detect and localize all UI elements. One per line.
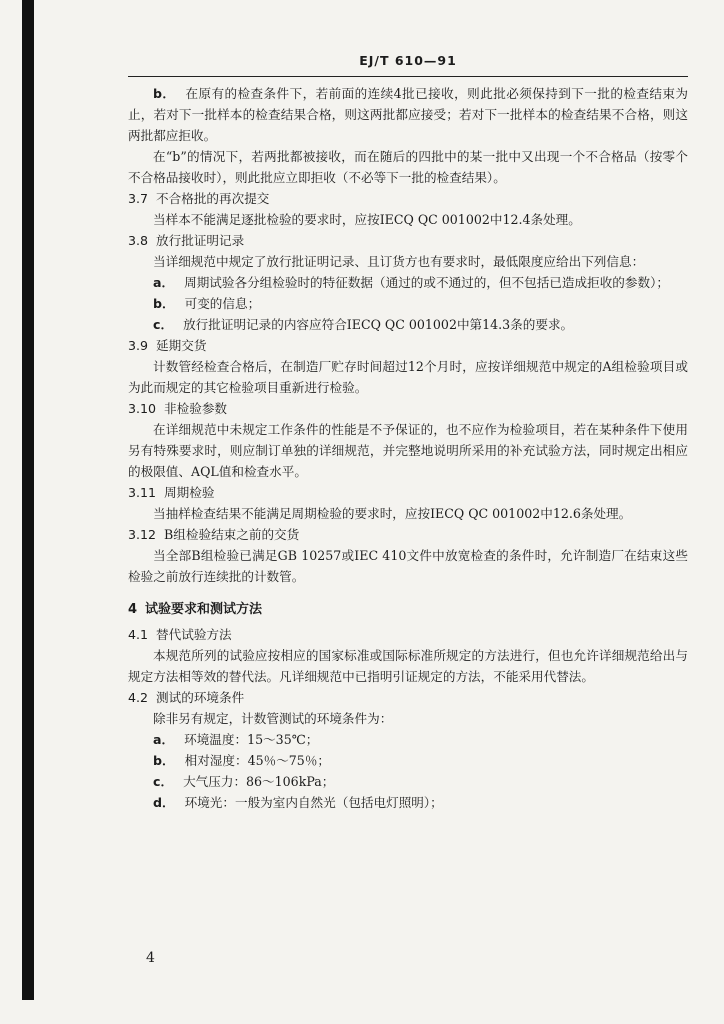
section-title: 非检验参数 xyxy=(164,401,228,416)
scan-binding-edge xyxy=(22,0,34,1000)
paragraph: 除非另有规定，计数管测试的环境条件为： xyxy=(153,711,393,726)
list-item xyxy=(128,729,688,750)
list-item xyxy=(128,792,688,813)
subsection-heading xyxy=(128,335,688,356)
section-title: B组检验结束之前的交货 xyxy=(164,527,300,542)
list-item xyxy=(128,293,688,314)
document-body xyxy=(128,83,688,813)
section-number: 3.12 xyxy=(128,527,157,542)
page-number: 4 xyxy=(146,950,155,966)
paragraph: 计数管经检查合格后，在制造厂贮存时间超过12个月时，应按详细规范中规定的A组检验项目或为此而规定的其它检验项目重新进行检验。 xyxy=(128,359,688,395)
section-number: 4.2 xyxy=(128,690,149,705)
subsection-heading xyxy=(128,398,688,419)
section-number: 4.1 xyxy=(128,627,149,642)
list-item-label: b． xyxy=(153,753,175,768)
paragraph: 当抽样检查结果不能满足周期检验的要求时，应按IECQ QC 001002中12.6条处理。 xyxy=(153,506,632,521)
subsection-heading xyxy=(128,624,688,645)
section-heading xyxy=(128,599,688,620)
list-item-text: 在原有的检查条件下，若前面的连续4批已接收，则此批必须保持到下一批的检查结束为止，若对下一批样本的检查结果合格，则这两批都应接受；若对下一批样本的检查结果不合格，则这两批都应拒收。 xyxy=(128,86,689,143)
paragraph: 本规范所列的试验应按相应的国家标准或国际标准所规定的方法进行，但也允许详细规范给出与规定方法相等效的替代法。凡详细规范中已指明引证规定的方法，不能采用代替法。 xyxy=(128,648,688,684)
page-header: EJ/T 610—91 xyxy=(359,53,457,68)
section-number: 3.7 xyxy=(128,191,149,206)
list-item-label: c． xyxy=(153,317,174,332)
paragraph: 在详细规范中未规定工作条件的性能是不予保证的，也不应作为检验项目，若在某种条件下使用另有特殊要求时，则应制订单独的详细规范，并完整地说明所采用的补充试验方法，同时规定出相应的极限值、AQL值和检查水平。 xyxy=(128,422,688,479)
list-item-label: b． xyxy=(153,86,176,101)
section-title: 不合格批的再次提交 xyxy=(156,191,270,206)
section-title: 试验要求和测试方法 xyxy=(145,602,263,617)
list-item xyxy=(128,750,688,771)
list-item-label: b． xyxy=(153,296,175,311)
list-item-label: c． xyxy=(153,774,174,789)
list-item xyxy=(128,272,688,293)
section-title: 替代试验方法 xyxy=(156,627,232,642)
paragraph: 当全部B组检验已满足GB 10257或IEC 410文件中放宽检查的条件时，允许制造厂在结束这些检验之前放行连续批的计数管。 xyxy=(128,548,688,584)
paragraph: 当详细规范中规定了放行批证明记录、且订货方也有要求时，最低限度应给出下列信息： xyxy=(153,254,645,269)
subsection-heading xyxy=(128,687,688,708)
list-item-label: a． xyxy=(153,732,175,747)
section-title: 测试的环境条件 xyxy=(156,690,245,705)
subsection-heading xyxy=(128,482,688,503)
list-item-text: 相对湿度：45％～75％； xyxy=(184,753,331,768)
subsection-heading xyxy=(128,524,688,545)
section-title: 周期检验 xyxy=(164,485,215,500)
list-item xyxy=(128,771,688,792)
list-item-label: d． xyxy=(153,795,175,810)
section-number: 3.8 xyxy=(128,233,149,248)
section-number: 3.11 xyxy=(128,485,157,500)
paragraph: 当样本不能满足逐批检验的要求时，应按IECQ QC 001002中12.4条处理。 xyxy=(153,212,581,227)
list-item-text: 可变的信息； xyxy=(184,296,261,311)
header-rule xyxy=(128,76,688,77)
section-title: 延期交货 xyxy=(156,338,207,353)
subsection-heading xyxy=(128,188,688,209)
subsection-heading xyxy=(128,230,688,251)
paragraph: 在“b”的情况下，若两批都被接收，而在随后的四批中的某一批中又出现一个不合格品（按零个不合格品接收时），则此批应立即拒收（不必等下一批的检查结果）。 xyxy=(128,149,688,185)
list-item-text: 放行批证明记录的内容应符合IECQ QC 001002中第14.3条的要求。 xyxy=(183,317,574,332)
list-item-text: 大气压力：86～106kPa； xyxy=(183,774,335,789)
list-item xyxy=(128,314,688,335)
list-item-text: 环境温度：15～35℃； xyxy=(184,732,319,747)
list-item-text: 环境光：一般为室内自然光（包括电灯照明）； xyxy=(184,795,443,810)
list-item-text: 周期试验各分组检验时的特征数据（通过的或不通过的，但不包括已造成拒收的参数）； xyxy=(184,275,669,290)
section-number: 3.9 xyxy=(128,338,149,353)
section-number: 3.10 xyxy=(128,401,157,416)
list-item xyxy=(128,83,688,146)
document-page xyxy=(128,48,688,813)
section-title: 放行批证明记录 xyxy=(156,233,245,248)
section-number: 4 xyxy=(128,602,138,617)
list-item-label: a． xyxy=(153,275,175,290)
